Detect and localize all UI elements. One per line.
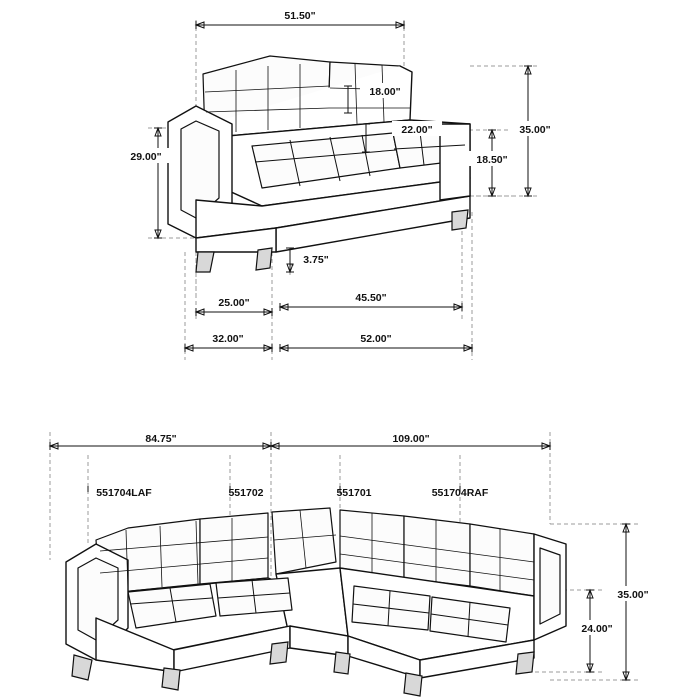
sofa-dim-leg-height: 3.75" bbox=[303, 254, 329, 266]
sofa-dim-top-width: 51.50" bbox=[284, 10, 316, 22]
sofa-dim-seat-height: 18.50" bbox=[476, 154, 508, 166]
sectional-dim-right-span: 109.00" bbox=[392, 433, 430, 445]
sofa-dim-seat-depth: 22.00" bbox=[401, 124, 433, 136]
sectional-code-551701: 551701 bbox=[336, 487, 372, 499]
sofa-dim-overall-height: 35.00" bbox=[519, 124, 551, 136]
sofa-dim-seat-width: 45.50" bbox=[355, 292, 387, 304]
sectional-code-551704RAF: 551704RAF bbox=[431, 487, 489, 499]
sectional-code-551702: 551702 bbox=[228, 487, 264, 499]
sectional-illustration bbox=[66, 508, 566, 696]
sofa-illustration bbox=[168, 56, 470, 272]
sofa-figure bbox=[120, 7, 561, 360]
sectional-dim-overall-height: 35.00" bbox=[617, 589, 649, 601]
sectional-dim-left-span: 84.75" bbox=[145, 433, 177, 445]
sectional-dim-seat-arm-height: 24.00" bbox=[581, 623, 613, 635]
sectional-figure bbox=[50, 430, 660, 696]
sofa-dim-overall-width: 52.00" bbox=[360, 333, 392, 345]
sofa-dim-base-depth: 32.00" bbox=[212, 333, 244, 345]
sectional-code-551704LAF: 551704LAF bbox=[96, 487, 152, 499]
sofa-dim-arm-height: 29.00" bbox=[130, 151, 162, 163]
sofa-dim-arm-depth: 25.00" bbox=[218, 297, 250, 309]
sofa-dim-cushion-height: 18.00" bbox=[369, 86, 401, 98]
